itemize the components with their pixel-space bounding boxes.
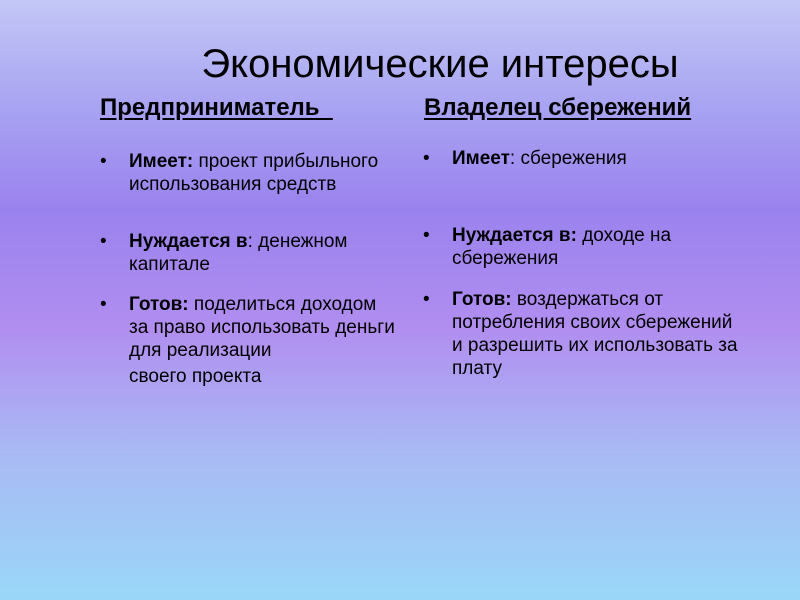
list-item-has [100,150,400,196]
item-text: поделиться доходом [188,294,377,315]
item-text: воздержаться от потребления своих сбережений и разрешить их использовать за плату [452,289,738,379]
item-text: доходе на сбережения [452,225,672,269]
item-text: проект прибыльного использования средств [129,151,379,195]
entrepreneur-header: Предприниматель [100,94,333,121]
item-label: Готов: [452,289,512,310]
saver-header: Владелец сбережений [424,94,692,121]
item-label: Имеет: [129,151,194,172]
slide-title: Экономические интересы [201,42,679,86]
item-text: : сбережения [509,148,627,169]
item-label: Имеет [452,148,510,169]
list-item-has [423,147,743,170]
list-item-ready [100,293,400,388]
item-label: Готов: [129,294,189,315]
list-item-needs [423,224,743,270]
item-label: Нуждается в: [452,225,577,246]
item-text-continued: за право использовать деньги для реализации [129,317,395,361]
item-text: : денежном капитале [129,231,348,275]
item-text-last: своего проекта [129,366,262,387]
item-label: Нуждается в [129,231,248,252]
list-item-needs [100,230,400,276]
list-item-ready [423,288,743,380]
